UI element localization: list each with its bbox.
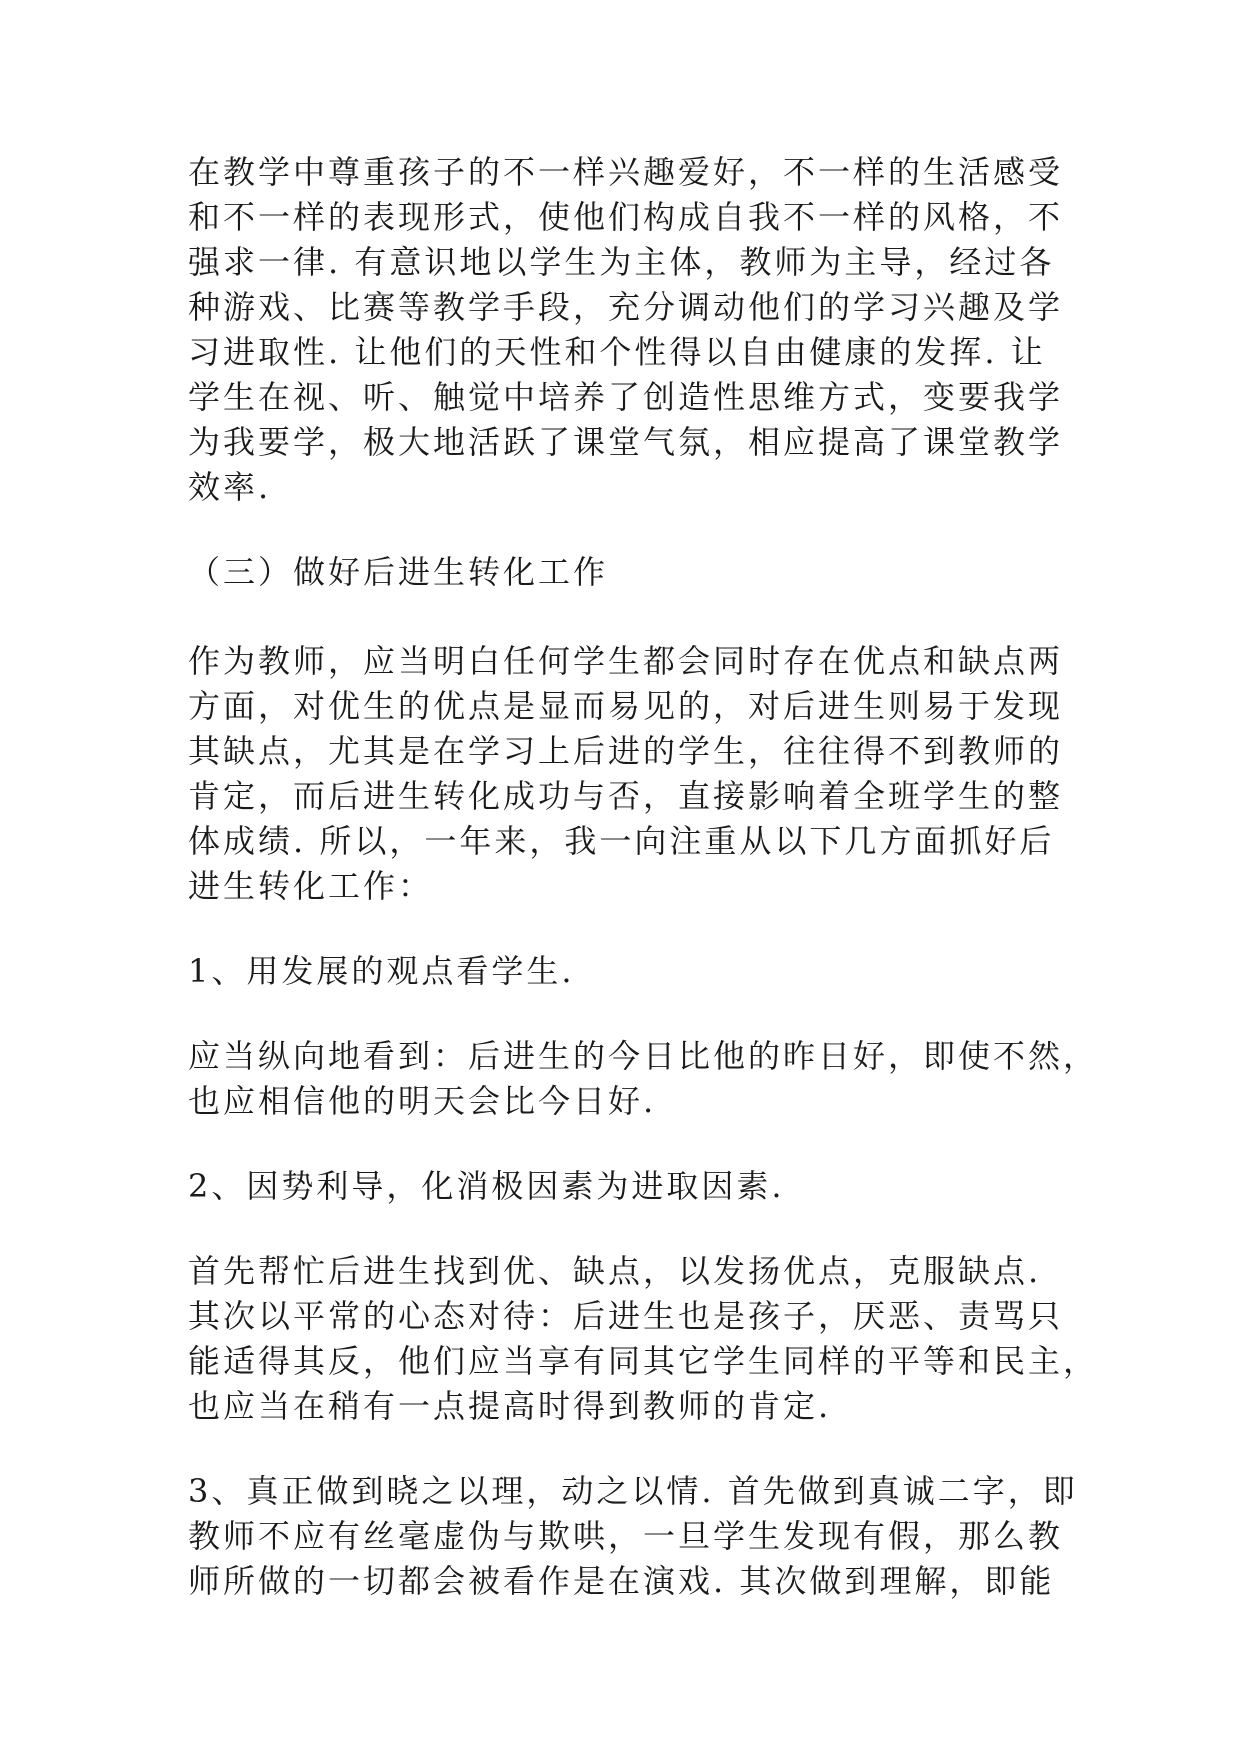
text-line: 习进取性. 让他们的天性和个性得以自由健康的发挥. 让: [188, 333, 1046, 371]
text-line: 首先帮忙后进生找到优、缺点，以发扬优点，克服缺点.: [188, 1252, 1042, 1290]
text-line: 在教学中尊重孩子的不一样兴趣爱好，不一样的生活感受: [188, 153, 1064, 191]
text-line: 学生在视、听、触觉中培养了创造性思维方式，变要我学: [188, 378, 1064, 416]
paragraph-item-1: [188, 1034, 1099, 1124]
paragraph-item-2: [188, 1249, 1099, 1429]
text-line: 能适得其反，他们应当享有同其它学生同样的平等和民主，: [188, 1342, 1099, 1380]
section-heading: [188, 550, 1068, 595]
list-item-2-heading: [188, 1164, 1068, 1209]
heading-text: （三）做好后进生转化工作: [188, 553, 609, 591]
text-line: 2、因势利导，化消极因素为进取因素.: [188, 1167, 785, 1205]
text-line: 也应当在稍有一点提高时得到教师的肯定.: [188, 1387, 832, 1425]
text-line: 应当纵向地看到：后进生的今日比他的昨日好，即使不然，: [188, 1037, 1099, 1075]
text-line: 方面，对优生的优点是显而易见的，对后进生则易于发现: [188, 687, 1064, 725]
text-line: 作为教师，应当明白任何学生都会同时存在优点和缺点两: [188, 642, 1064, 680]
list-item-1-heading: [188, 949, 1068, 994]
text-line: 1、用发展的观点看学生.: [188, 952, 575, 990]
text-line: 其次以平常的心态对待：后进生也是孩子，厌恶、责骂只: [188, 1297, 1064, 1335]
paragraph-underachiever-intro: [188, 639, 1068, 909]
text-line: 进生转化工作：: [188, 867, 434, 905]
text-line: 也应相信他的明天会比今日好.: [188, 1082, 657, 1120]
paragraph-item-3: [188, 1469, 1078, 1604]
text-line: 教师不应有丝毫虚伪与欺哄，一旦学生发现有假，那么教: [188, 1517, 1064, 1555]
text-line: 效率.: [188, 468, 272, 506]
text-line: 种游戏、比赛等教学手段，充分调动他们的学习兴趣及学: [188, 288, 1064, 326]
text-line: 体成绩. 所以，一年来，我一向注重从以下几方面抓好后: [188, 822, 1055, 860]
text-line: 为我要学，极大地活跃了课堂气氛，相应提高了课堂教学: [188, 423, 1064, 461]
paragraph-teaching-style: [188, 150, 1068, 510]
text-line: 师所做的一切都会被看作是在演戏. 其次做到理解，即能: [188, 1562, 1055, 1600]
text-line: 强求一律. 有意识地以学生为主体，教师为主导，经过各: [188, 243, 1055, 281]
text-line: 和不一样的表现形式，使他们构成自我不一样的风格，不: [188, 198, 1064, 236]
text-line: 3、真正做到晓之以理，动之以情. 首先做到真诚二字，即: [188, 1472, 1078, 1510]
document-page: [188, 150, 1099, 1644]
text-line: 肯定，而后进生转化成功与否，直接影响着全班学生的整: [188, 777, 1064, 815]
text-line: 其缺点，尤其是在学习上后进的学生，往往得不到教师的: [188, 732, 1064, 770]
